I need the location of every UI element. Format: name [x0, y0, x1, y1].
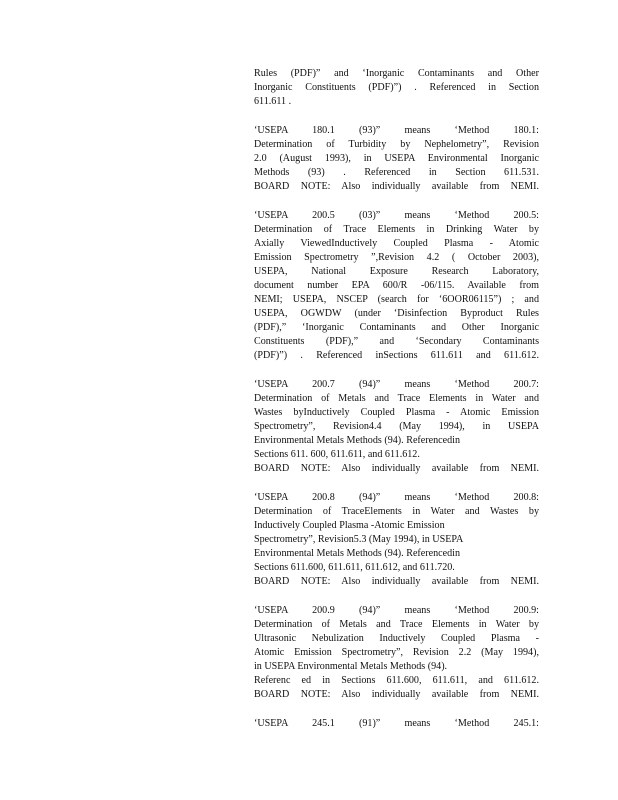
- text-line: Sections 611.600, 611.611, 611.612, and 611.720.: [254, 562, 455, 573]
- text-line: Determination of Trace Elements in Drinking Water by: [254, 224, 539, 235]
- text-line: ‘USEPA 200.5 (03)” means ‘Method 200.5:: [254, 210, 539, 221]
- text-column: [254, 67, 539, 746]
- text-line: ‘USEPA 245.1 (91)” means ‘Method 245.1:: [254, 718, 539, 729]
- board-note: BOARD NOTE: Also individually available from NEMI.: [254, 463, 539, 474]
- text-line: (PDF),” ‘Inorganic Contaminants and Other Inorganic: [254, 322, 539, 333]
- text-line: ‘USEPA 200.7 (94)” means ‘Method 200.7:: [254, 379, 539, 390]
- paragraph-usepa-200-9: [254, 604, 539, 702]
- text-line: Environmental Metals Methods (94). Referencedin: [254, 548, 461, 559]
- text-line: ‘USEPA 200.9 (94)” means ‘Method 200.9:: [254, 605, 539, 616]
- text-line: Methods (93) . Referenced in Section 611.531.: [254, 167, 539, 178]
- text-line: ‘USEPA 180.1 (93)” means ‘Method 180.1:: [254, 125, 539, 136]
- text-line: Wastes byInductively Coupled Plasma - Atomic Emission: [254, 407, 539, 418]
- paragraph-usepa-200-7: [254, 378, 539, 476]
- text-line: USEPA, National Exposure Research Laboratory,: [254, 266, 539, 277]
- text-line: Inorganic Constituents (PDF)”) . Referenced in Section: [254, 82, 539, 93]
- board-note: BOARD NOTE: Also individually available from NEMI.: [254, 689, 539, 700]
- board-note: BOARD NOTE: Also individually available from NEMI.: [254, 576, 539, 587]
- text-line: Spectrometry”, Revision5.3 (May 1994), in USEPA: [254, 534, 464, 545]
- paragraph-usepa-200-5: [254, 209, 539, 363]
- paragraph-usepa-180-1: [254, 124, 539, 194]
- text-line: Axially ViewedInductively Coupled Plasma - Atomic: [254, 238, 539, 249]
- text-line: Rules (PDF)” and ‘Inorganic Contaminants and Other: [254, 68, 539, 79]
- paragraph-usepa-200-8: [254, 491, 539, 589]
- text-line: Determination of TraceElements in Water and Wastes by: [254, 506, 539, 517]
- text-line: 2.0 (August 1993), in USEPA Environmental Inorganic: [254, 153, 539, 164]
- text-line: Determination of Turbidity by Nephelometry”, Revision: [254, 139, 539, 150]
- text-line: USEPA, OGWDW (under ‘Disinfection Byproduct Rules: [254, 308, 539, 319]
- text-line: NEMI; USEPA, NSCEP (search for ‘6OOR06115”) ; and: [254, 294, 539, 305]
- text-line: Determination of Metals and Trace Elements in Water and: [254, 393, 539, 404]
- text-line: (PDF)”) . Referenced inSections 611.611 and 611.612.: [254, 350, 539, 361]
- paragraph-usepa-245-1: [254, 717, 539, 731]
- paragraph-rules-pdf-continuation: [254, 67, 539, 109]
- text-line: Determination of Metals and Trace Elements in Water by: [254, 619, 539, 630]
- text-line: in USEPA Environmental Metals Methods (94).: [254, 661, 448, 672]
- text-line: Spectrometry”, Revision4.4 (May 1994), in USEPA: [254, 421, 539, 432]
- text-line: Sections 611. 600, 611.611, and 611.612.: [254, 449, 420, 460]
- text-line: document number EPA 600/R -06/115. Available from: [254, 280, 539, 291]
- text-line: Ultrasonic Nebulization Inductively Coupled Plasma -: [254, 633, 539, 644]
- text-line: Referenc ed in Sections 611.600, 611.611, and 611.612.: [254, 675, 539, 686]
- text-line: Environmental Metals Methods (94). Referencedin: [254, 435, 461, 446]
- text-line: Emission Spectrometry ”,Revision 4.2 ( October 2003),: [254, 252, 539, 263]
- text-line: 611.611 .: [254, 96, 292, 107]
- text-line: Atomic Emission Spectrometry”, Revision 2.2 (May 1994),: [254, 647, 539, 658]
- text-line: Inductively Coupled Plasma -Atomic Emission: [254, 520, 445, 531]
- text-line: Constituents (PDF),” and ‘Secondary Contaminants: [254, 336, 539, 347]
- board-note: BOARD NOTE: Also individually available from NEMI.: [254, 181, 539, 192]
- text-line: ‘USEPA 200.8 (94)” means ‘Method 200.8:: [254, 492, 539, 503]
